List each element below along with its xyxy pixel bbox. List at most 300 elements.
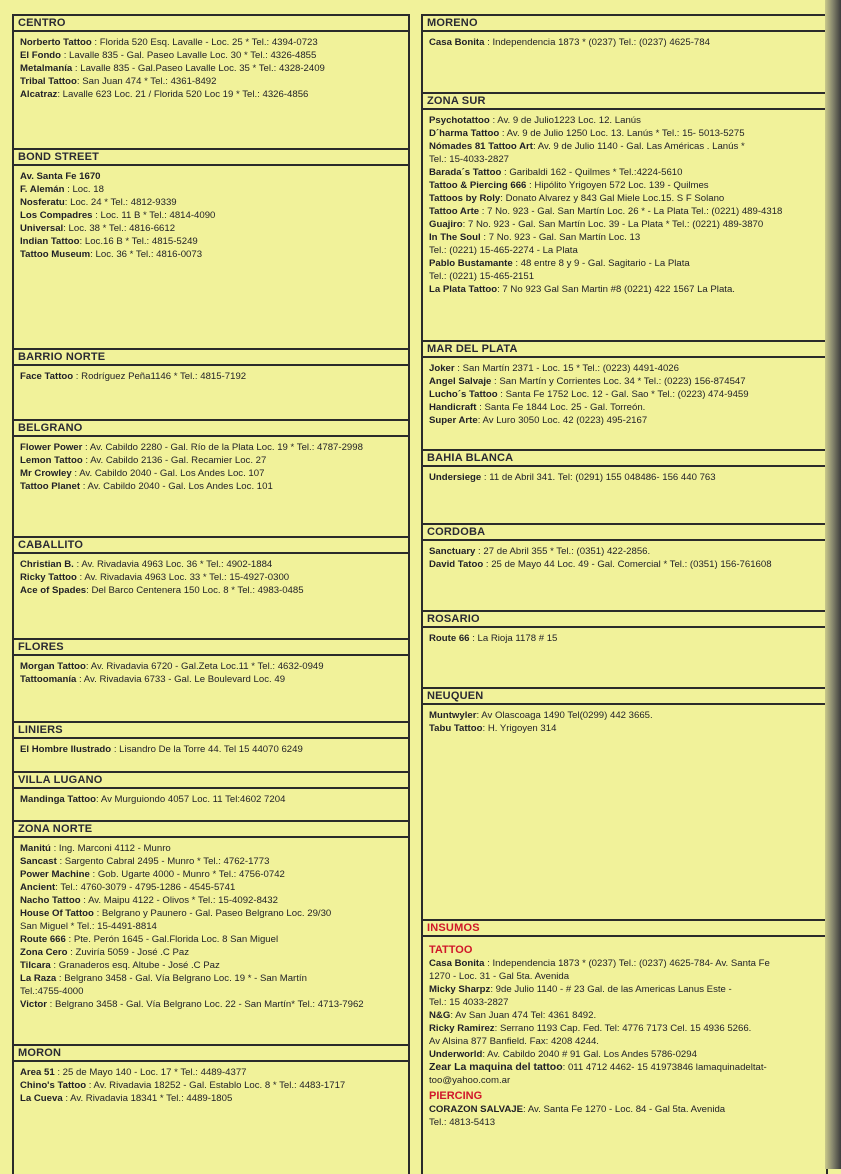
section-body xyxy=(14,789,408,806)
separator: : xyxy=(56,973,65,984)
separator: : xyxy=(82,455,91,466)
shop-details: Tel.: (0221) 15-465-2274 - La Plata xyxy=(429,245,578,256)
shop-details: Florida 520 Esq. Lavalle - Loc. 25 * Tel.: 4394-0723 xyxy=(99,37,318,48)
section-title: MAR DEL PLATA xyxy=(423,342,826,358)
separator: : xyxy=(489,115,498,126)
section-title: ROSARIO xyxy=(423,612,826,628)
shop-details: too@yahoo.com.ar xyxy=(429,1075,511,1086)
shop-details: Serrano 1193 Cap. Fed. Tel: 4776 7173 Cel. 15 4936 5266. xyxy=(499,1023,752,1034)
listing-line xyxy=(20,441,408,454)
listing-line xyxy=(429,983,826,996)
shop-details: Tel.:4755-4000 xyxy=(20,986,84,997)
shop-details: Independencia 1873 * (0237) Tel.: (0237) 4625-784- Av. Santa Fe xyxy=(492,958,770,969)
shop-name: La Plata Tattoo xyxy=(429,284,498,295)
shop-name: Handicraft xyxy=(429,402,477,413)
shop-name: Route 66 xyxy=(429,633,470,644)
separator: : xyxy=(90,249,96,260)
shop-details: H. Yrigoyen 314 xyxy=(487,723,557,734)
shop-name: Mr Crowley xyxy=(20,468,72,479)
section-caballito xyxy=(14,536,408,597)
section-body xyxy=(14,1062,408,1105)
shop-details: 27 de Abril 355 * Tel.: (0351) 422-2856. xyxy=(483,546,651,557)
shop-name: Morgan Tattoo xyxy=(20,661,86,672)
listing-line xyxy=(20,235,408,248)
shop-name: Angel Salvaje xyxy=(429,376,492,387)
shop-name: Christian B. xyxy=(20,559,74,570)
section-mar-del-plata xyxy=(423,340,826,427)
separator: : xyxy=(501,167,510,178)
listing-line xyxy=(429,192,826,205)
listing-line xyxy=(20,36,408,49)
separator: : xyxy=(475,546,484,557)
listing-line xyxy=(429,1022,826,1035)
section-title: INSUMOS xyxy=(423,921,826,937)
separator: : xyxy=(80,895,89,906)
shop-details: Av. Cabildo 2040 # 91 Gal. Los Andes 5786-0294 xyxy=(487,1049,697,1060)
listing-line xyxy=(20,1079,408,1092)
listing-line xyxy=(20,894,408,907)
section-body xyxy=(14,554,408,597)
shop-details: San Miguel * Tel.: 15-4491-8814 xyxy=(20,921,157,932)
shop-details: Tel.: 15 4033-2827 xyxy=(429,997,509,1008)
shop-details: 25 de Mayo 44 Loc. 49 - Gal. Comercial * Tel.: (0351) 156-761608 xyxy=(491,559,772,570)
shop-details: Del Barco Centenera 150 Loc. 8 * Tel.: 4983-0485 xyxy=(91,585,304,596)
section-title: MORENO xyxy=(423,16,826,32)
separator: : xyxy=(497,284,503,295)
listing-line xyxy=(429,957,826,970)
shop-details: 48 entre 8 y 9 - Gal. Sagitario - La Plata xyxy=(520,258,690,269)
section-body xyxy=(14,739,408,756)
listing-line xyxy=(20,793,408,806)
section-body xyxy=(423,628,826,645)
shop-details: Loc. 11 B * Tel.: 4814-4090 xyxy=(100,210,216,221)
shop-name: Nosferatu xyxy=(20,197,65,208)
shop-details: Independencia 1873 * (0237) Tel.: (0237) 4625-784 xyxy=(492,37,710,48)
shop-details: Av Olascoaga 1490 Tel(0299) 442 3665. xyxy=(481,710,653,721)
section-title: CABALLITO xyxy=(14,538,408,554)
listing-line xyxy=(20,920,408,933)
shop-name: Mandinga Tattoo xyxy=(20,794,97,805)
shop-details: Zuviría 5059 - José .C Paz xyxy=(75,947,190,958)
shop-name: Face Tattoo xyxy=(20,371,74,382)
shop-name: Victor xyxy=(20,999,48,1010)
shop-name: Micky Sharpz xyxy=(429,984,491,995)
listing-line xyxy=(429,244,826,257)
listing-line xyxy=(429,153,826,166)
listing-line xyxy=(20,196,408,209)
section-title: FLORES xyxy=(14,640,408,656)
shop-name: Tribal Tattoo xyxy=(20,76,77,87)
shop-name: Tattoos by Roly xyxy=(429,193,501,204)
separator: : xyxy=(523,1104,528,1115)
shop-details: Av. Maipu 4122 - Olivos * Tel.: 15-4092-8432 xyxy=(88,895,278,906)
shop-name: Indian Tattoo xyxy=(20,236,80,247)
separator: : xyxy=(85,661,91,672)
shop-details: La Rioja 1178 # 15 xyxy=(477,633,558,644)
shop-name: Tilcara xyxy=(20,960,51,971)
shop-details: Av. Cabildo 2280 - Gal. Río de la Plata Loc. 19 * Tel.: 4787-2998 xyxy=(89,442,363,453)
separator: : xyxy=(481,472,490,483)
listing-line xyxy=(429,283,826,296)
separator: : xyxy=(497,389,506,400)
shop-name: Power Machine xyxy=(20,869,90,880)
listing-line xyxy=(20,959,408,972)
listing-line xyxy=(429,970,826,983)
shop-name: Psychotattoo xyxy=(429,115,490,126)
listing-line xyxy=(20,907,408,920)
shop-details: Loc. 36 * Tel.: 4816-0073 xyxy=(95,249,203,260)
shop-details: 9de Julio 1140 - # 23 Gal. de las Americas Lanus Este - xyxy=(495,984,732,995)
section-body xyxy=(423,705,826,735)
listing-line xyxy=(20,62,408,75)
listing-line xyxy=(429,1116,826,1129)
subsection-title: TATTOO xyxy=(429,944,473,956)
section-title: ZONA SUR xyxy=(423,94,826,110)
shop-name: Tattoo & Piercing 666 xyxy=(429,180,527,191)
shop-name: Underworld xyxy=(429,1049,483,1060)
shop-details: 7 No. 923 - Gal. San Martín Loc. 13 xyxy=(488,232,641,243)
shop-details: Garibaldi 162 - Quilmes * Tel.:4224-5610 xyxy=(509,167,683,178)
listing-line xyxy=(429,166,826,179)
listing-line xyxy=(20,673,408,686)
listing-line xyxy=(20,584,408,597)
shop-name: Ricky Ramirez xyxy=(429,1023,495,1034)
shop-details: Hipólito Yrigoyen 572 Loc. 139 - Quilmes xyxy=(534,180,709,191)
left-column xyxy=(12,14,410,1174)
shop-details: Av. Rivadavia 6733 - Gal. Le Boulevard Loc. 49 xyxy=(83,674,286,685)
listing-line xyxy=(20,743,408,756)
shop-name: Undersiege xyxy=(429,472,482,483)
shop-details: Tel.: 4760-3079 - 4795-1286 - 4545-5741 xyxy=(60,882,236,893)
shop-details: Granaderos esq. Altube - José .C Paz xyxy=(58,960,220,971)
shop-name: Super Arte xyxy=(429,415,478,426)
shop-details: Av. Santa Fe 1270 - Loc. 84 - Gal 5ta. Avenida xyxy=(527,1104,726,1115)
listing-line xyxy=(429,401,826,414)
listing-line xyxy=(20,75,408,88)
shop-details: Sargento Cabral 2495 - Munro * Tel.: 4762-1773 xyxy=(64,856,270,867)
section-zona-sur xyxy=(423,92,826,296)
shop-details: Av. Rivadavia 18341 * Tel.: 4489-1805 xyxy=(70,1093,233,1104)
listing-line xyxy=(20,868,408,881)
separator: : xyxy=(73,371,82,382)
separator: : xyxy=(93,908,102,919)
section-barrio-norte xyxy=(14,348,408,383)
separator: : xyxy=(80,481,88,492)
shop-name: Muntwyler xyxy=(429,710,477,721)
listing-line xyxy=(20,88,408,101)
separator: : xyxy=(92,210,101,221)
shop-details: Av. 9 de Julio1223 Loc. 12. Lanús xyxy=(497,115,641,126)
separator: : xyxy=(490,984,496,995)
section-flores xyxy=(14,638,408,686)
separator: : xyxy=(76,76,83,87)
shop-name: Universal xyxy=(20,223,64,234)
separator: : xyxy=(57,89,63,100)
shop-name: Tabu Tattoo xyxy=(429,723,483,734)
shop-details: Donato Alvarez y 843 Gal Miele Loc.15. S F Solano xyxy=(505,193,725,204)
listing-line xyxy=(429,231,826,244)
shop-details: 7 No. 923 - Gal. San Martín Loc. 39 - La Plata * Tel.: (0221) 489-3870 xyxy=(467,219,764,230)
shop-details: Santa Fe 1844 Loc. 25 - Gal. Torreón. xyxy=(484,402,646,413)
listing-line xyxy=(20,842,408,855)
shop-details: Belgrano 3458 - Gal. Vía Belgrano Loc. 22 - San Martín* Tel.: 4713-7962 xyxy=(55,999,364,1010)
listing-line xyxy=(20,183,408,196)
separator: : xyxy=(562,1062,568,1073)
shop-name: David Tatoo xyxy=(429,559,484,570)
subsection-title: PIERCING xyxy=(429,1090,483,1102)
shop-name: Casa Bonita xyxy=(429,958,485,969)
shop-name: Norberto Tattoo xyxy=(20,37,92,48)
shop-details: 7 No 923 Gal San Martin #8 (0221) 422 1567 La Plata. xyxy=(502,284,735,295)
separator: : xyxy=(82,442,90,453)
section-moron xyxy=(14,1044,408,1105)
shop-name: Ricky Tattoo xyxy=(20,572,77,583)
separator: : xyxy=(479,206,488,217)
listing-line xyxy=(429,414,826,427)
right-column xyxy=(421,14,828,1174)
separator: : xyxy=(54,1067,63,1078)
shop-details: Av. 9 de Julio 1140 - Gal. Las Américas . Lanús * xyxy=(537,141,745,152)
listing-line xyxy=(429,709,826,722)
listing-line xyxy=(429,218,826,231)
listing-line xyxy=(20,660,408,673)
separator: : xyxy=(73,559,82,570)
listing-line xyxy=(429,375,826,388)
section-title: CENTRO xyxy=(14,16,408,32)
shop-details: Gob. Ugarte 4000 - Munro * Tel.: 4756-0742 xyxy=(97,869,285,880)
shop-details: San Juan 474 * Tel.: 4361-8492 xyxy=(82,76,217,87)
separator: : xyxy=(450,1010,456,1021)
listing-line xyxy=(429,127,826,140)
listing-line xyxy=(429,362,826,375)
listing-line xyxy=(20,480,408,493)
section-title: BARRIO NORTE xyxy=(14,350,408,366)
shop-name: House Of Tattoo xyxy=(20,908,94,919)
shop-name: Sancast xyxy=(20,856,57,867)
listing-line xyxy=(429,545,826,558)
shop-name: D´harma Tattoo xyxy=(429,128,500,139)
listing-line xyxy=(20,1092,408,1105)
separator: : xyxy=(47,999,56,1010)
section-title: VILLA LUGANO xyxy=(14,773,408,789)
listing-line xyxy=(20,881,408,894)
shop-details: Santa Fe 1752 Loc. 12 - Gal. Sao * Tel.: (0223) 474-9459 xyxy=(505,389,749,400)
shop-name: El Hombre Ilustrado xyxy=(20,744,112,755)
shop-details: Pte. Perón 1645 - Gal.Florida Loc. 8 San Miguel xyxy=(73,934,279,945)
section-villa-lugano xyxy=(14,771,408,806)
listing-line xyxy=(20,248,408,261)
listing-line xyxy=(20,946,408,959)
shop-details: San Martín y Corrientes Loc. 34 * Tel.: (0223) 156-874547 xyxy=(499,376,746,387)
separator: : xyxy=(476,710,482,721)
shop-name: Manitú xyxy=(20,843,51,854)
shop-name: Tattoo Arte xyxy=(429,206,480,217)
section-body xyxy=(14,166,408,261)
section-body xyxy=(14,32,408,101)
shop-details: Tel.: (0221) 15-465-2151 xyxy=(429,271,535,282)
shop-details: Av. Rivadavia 4963 Loc. 33 * Tel.: 15-4927-0300 xyxy=(84,572,290,583)
section-title: NEUQUEN xyxy=(423,689,826,705)
listing-line xyxy=(20,49,408,62)
separator: : xyxy=(482,1049,488,1060)
shop-name: Lemon Tattoo xyxy=(20,455,83,466)
shop-name: Tattoomanía xyxy=(20,674,77,685)
section-body xyxy=(14,366,408,383)
section-title: LINIERS xyxy=(14,723,408,739)
separator: : xyxy=(61,50,70,61)
separator: : xyxy=(532,141,538,152)
separator: : xyxy=(76,674,84,685)
section-body xyxy=(423,541,826,571)
listing-line xyxy=(429,36,826,49)
listing-line xyxy=(20,558,408,571)
listing-line xyxy=(429,270,826,283)
section-title: BOND STREET xyxy=(14,150,408,166)
listing-line xyxy=(20,370,408,383)
separator: : xyxy=(480,232,489,243)
listing-line xyxy=(429,114,826,127)
shop-details: Av. Cabildo 2136 - Gal. Recamier Loc. 27 xyxy=(90,455,267,466)
shop-name: Barada´s Tattoo xyxy=(429,167,502,178)
listing-line xyxy=(429,722,826,735)
shop-details: Belgrano y Paunero - Gal. Paseo Belgrano Loc. 29/30 xyxy=(101,908,332,919)
shop-details: Loc.16 B * Tel.: 4815-5249 xyxy=(84,236,198,247)
listing-line xyxy=(20,1066,408,1079)
section-bond-street xyxy=(14,148,408,261)
shop-name: Joker xyxy=(429,363,455,374)
shop-details: Lisandro De la Torre 44. Tel 15 44070 6249 xyxy=(119,744,303,755)
separator: : xyxy=(499,128,507,139)
separator: : xyxy=(483,559,492,570)
separator: : xyxy=(72,63,81,74)
shop-details: Av. Rivadavia 18252 - Gal. Establo Loc. 8 * Tel.: 4483-1717 xyxy=(93,1080,346,1091)
section-belgrano xyxy=(14,419,408,493)
shop-name: Flower Power xyxy=(20,442,83,453)
separator: : xyxy=(50,843,59,854)
section-title: BAHIA BLANCA xyxy=(423,451,826,467)
listing-line xyxy=(20,170,408,183)
section-insumos xyxy=(423,919,826,1129)
listing-line xyxy=(20,222,408,235)
shop-name: Tattoo Museum xyxy=(20,249,91,260)
listing-line xyxy=(20,467,408,480)
section-title: MORON xyxy=(14,1046,408,1062)
shop-details: 011 4712 4462- 15 41973846 lamaquinadeltat- xyxy=(567,1062,767,1073)
shop-details: 11 de Abril 341. Tel: (0291) 155 048486- 156 440 763 xyxy=(489,472,716,483)
shop-name: F. Alemán xyxy=(20,184,65,195)
shop-name: Ace of Spades xyxy=(20,585,87,596)
separator: : xyxy=(91,37,100,48)
section-body xyxy=(423,467,826,484)
separator: : xyxy=(526,180,535,191)
section-body xyxy=(423,32,826,49)
listing-line xyxy=(20,855,408,868)
shop-name: La Cueva xyxy=(20,1093,63,1104)
shop-details: Av Alsina 877 Banfield. Fax: 4208 4244. xyxy=(429,1036,599,1047)
separator: : xyxy=(484,958,493,969)
shop-name: Zear La maquina del tattoo xyxy=(429,1061,563,1073)
section-body xyxy=(423,358,826,427)
shop-name: Metalmanía xyxy=(20,63,73,74)
separator: : xyxy=(55,882,61,893)
separator: : xyxy=(482,723,488,734)
shop-name: N&G xyxy=(429,1010,451,1021)
shop-name: Zona Cero xyxy=(20,947,68,958)
separator: : xyxy=(56,856,65,867)
separator: : xyxy=(64,197,71,208)
listing-line xyxy=(20,985,408,998)
shop-details: Av Murguiondo 4057 Loc. 11 Tel:4602 7204 xyxy=(100,794,286,805)
shop-details: 25 de Mayo 140 - Loc. 17 * Tel.: 4489-4377 xyxy=(62,1067,247,1078)
separator: : xyxy=(86,1080,94,1091)
separator: : xyxy=(454,363,463,374)
shop-name: Route 666 xyxy=(20,934,66,945)
listing-line xyxy=(20,454,408,467)
shop-name: Lucho´s Tattoo xyxy=(429,389,498,400)
shop-details: Av San Juan 474 Tel: 4361 8492. xyxy=(455,1010,597,1021)
separator: : xyxy=(65,934,74,945)
listing-line xyxy=(429,1061,826,1074)
separator: : xyxy=(86,585,92,596)
section-liniers xyxy=(14,721,408,756)
shop-name: Casa Bonita xyxy=(429,37,485,48)
shop-name: Nacho Tattoo xyxy=(20,895,81,906)
separator: : xyxy=(50,960,59,971)
listing-line xyxy=(429,179,826,192)
shop-details: Loc. 18 xyxy=(72,184,104,195)
listing-line xyxy=(20,972,408,985)
listing-line xyxy=(429,632,826,645)
listing-line xyxy=(20,998,408,1011)
shop-details: Tel.: 4813-5413 xyxy=(429,1117,496,1128)
separator: : xyxy=(111,744,120,755)
listing-line xyxy=(20,933,408,946)
shop-name: CORAZON SALVAJE xyxy=(429,1104,523,1115)
shop-details: Av Luro 3050 Loc. 42 (0223) 495-2167 xyxy=(482,415,648,426)
shop-details: Av. Cabildo 2040 - Gal. Los Andes Loc. 101 xyxy=(87,481,273,492)
shop-details: San Martín 2371 - Loc. 15 * Tel.: (0223) 4491-4026 xyxy=(462,363,679,374)
separator: : xyxy=(477,415,483,426)
shop-details: Lavalle 835 - Gal. Paseo Lavalle Loc. 30 * Tel.: 4326-4855 xyxy=(69,50,317,61)
shop-details: Belgrano 3458 - Gal. Vía Belgrano Loc. 19 * - San Martín xyxy=(64,973,307,984)
shop-name: Ancient xyxy=(20,882,56,893)
section-title: BELGRANO xyxy=(14,421,408,437)
shop-name: Av. Santa Fe 1670 xyxy=(20,171,101,182)
separator: : xyxy=(469,633,478,644)
section-centro xyxy=(14,14,408,101)
section-body xyxy=(14,838,408,1011)
listing-line xyxy=(429,1035,826,1048)
listing-line xyxy=(429,140,826,153)
section-zona-norte xyxy=(14,820,408,1011)
shop-name: Pablo Bustamante xyxy=(429,258,513,269)
listing-line xyxy=(429,558,826,571)
shop-details: Loc. 24 * Tel.: 4812-9339 xyxy=(70,197,177,208)
separator: : xyxy=(64,184,73,195)
separator: : xyxy=(71,468,80,479)
listing-line xyxy=(429,996,826,1009)
separator: : xyxy=(500,193,506,204)
separator: : xyxy=(484,37,493,48)
listing-line xyxy=(20,209,408,222)
separator: : xyxy=(62,1093,71,1104)
shop-name: Guajiro xyxy=(429,219,463,230)
listing-line xyxy=(429,388,826,401)
section-title: ZONA NORTE xyxy=(14,822,408,838)
shop-name: Sanctuary xyxy=(429,546,476,557)
listing-line xyxy=(429,257,826,270)
shop-name: In The Soul xyxy=(429,232,481,243)
